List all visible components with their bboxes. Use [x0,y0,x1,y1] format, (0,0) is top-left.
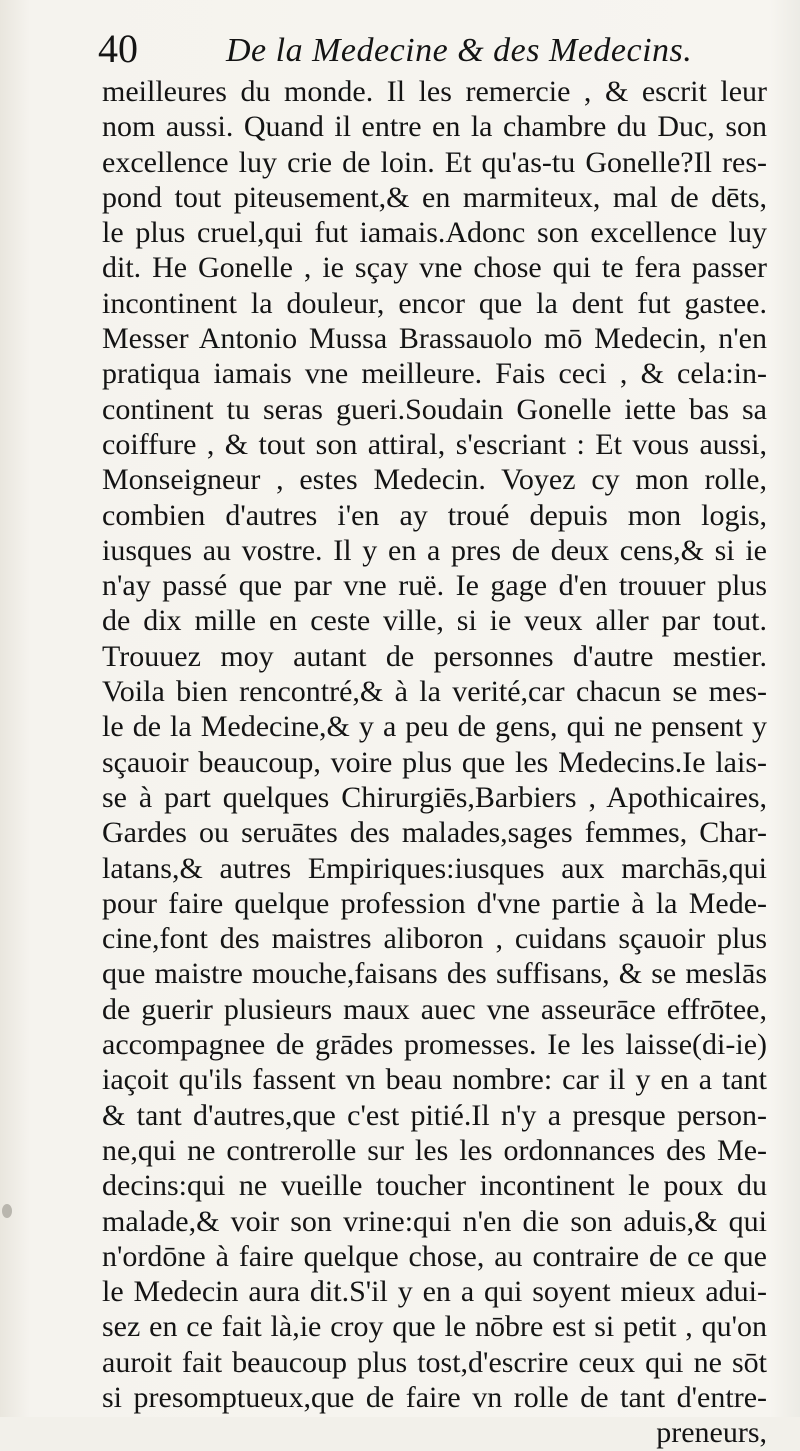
text-line: si presomptueux,que de faire vn rolle de tant d'entre- [102,1380,767,1414]
text-line: le Medecin aura dit.S'il y en a qui soyent mieux adui- [102,1275,767,1309]
text-line: latans,& autres Empiriques:iusques aux marchās,qui [102,851,767,885]
text-line: continent tu seras gueri.Soudain Gonelle iette bas sa [102,392,767,426]
text-line: accompagnee de grādes promesses. Ie les laisse(di-ie) [102,1028,767,1062]
page-header [98,22,778,72]
running-head: De la Medecine & des Medecins. [226,32,693,69]
text-line: ne,qui ne contrerolle sur les les ordonnances des Me- [102,1133,767,1167]
text-line: dit. He Gonelle , ie sçay vne chose qui te fera passer [102,251,767,285]
text-line: iusques au vostre. Il y en a pres de deux cens,& si ie [102,533,767,567]
text-line: decins:qui ne vueille toucher incontinent le poux du [102,1169,767,1203]
text-line: excellence luy crie de loin. Et qu'as-tu Gonelle?Il res- [102,145,767,179]
text-line: le de la Medecine,& y a peu de gens, qui ne pensent y [102,710,767,744]
text-line: pratiqua iamais vne meilleure. Fais ceci , & cela:in- [102,357,767,391]
text-block [102,74,767,1451]
text-line: n'ordōne à faire quelque chose, au contraire de ce que [102,1239,767,1273]
text-line: pond tout piteusement,& en marmiteux, mal de dēts, [102,180,767,214]
text-line: sez en ce fait là,ie croy que le nōbre est si petit , qu'on [102,1310,767,1344]
text-line: auroit fait beaucoup plus tost,d'escrire ceux qui ne sōt [102,1345,767,1379]
text-line: de guerir plusieurs maux auec vne asseurāce effrōtee, [102,992,767,1026]
text-line: Gardes ou seruātes des malades,sages femmes, Char- [102,816,767,850]
text-line: le plus cruel,qui fut iamais.Adonc son excellence luy [102,216,767,250]
text-line: incontinent la douleur, encor que la dent fut gastee. [102,286,767,320]
text-line: sçauoir beaucoup, voire plus que les Medecins.Ie lais- [102,745,767,779]
text-line: cine,font des maistres aliboron , cuidans sçauoir plus [102,922,767,956]
text-line: n'ay passé que par vne ruë. Ie gage d'en trouuer plus [102,569,767,603]
text-line: & tant d'autres,que c'est pitié.Il n'y a presque person- [102,1098,767,1132]
text-line: Trouuez moy autant de personnes d'autre mestier. [102,639,767,673]
text-line: que maistre mouche,faisans des suffisans, & se meslās [102,957,767,991]
page-edge-mark [2,1204,12,1218]
text-line: combien d'autres i'en ay troué depuis mon logis, [102,498,767,532]
catchword: preneurs, [656,1416,767,1450]
text-line: nom aussi. Quand il entre en la chambre du Duc, son [102,110,767,144]
text-line: de dix mille en ceste ville, si ie veux aller par tout. [102,604,767,638]
text-line: Messer Antonio Mussa Brassauolo mō Medecin, n'en [102,322,767,356]
text-line: coiffure , & tout son attiral, s'escriant : Et vous aussi, [102,427,767,461]
text-line: meilleures du monde. Il les remercie , & escrit leur [102,75,767,108]
page-number: 40 [98,26,138,71]
text-line: malade,& voir son vrine:qui n'en die son aduis,& qui [102,1204,767,1238]
text-line: iaçoit qu'ils fassent vn beau nombre: car il y en a tant [102,1063,767,1097]
text-line: se à part quelques Chirurgiēs,Barbiers , Apothicaires, [102,780,767,814]
text-line: pour faire quelque profession d'vne partie à la Mede- [102,886,767,920]
text-line: Voila bien rencontré,& à la verité,car chacun se mes- [102,675,767,709]
text-line: Monseigneur , estes Medecin. Voyez cy mon rolle, [102,463,767,497]
